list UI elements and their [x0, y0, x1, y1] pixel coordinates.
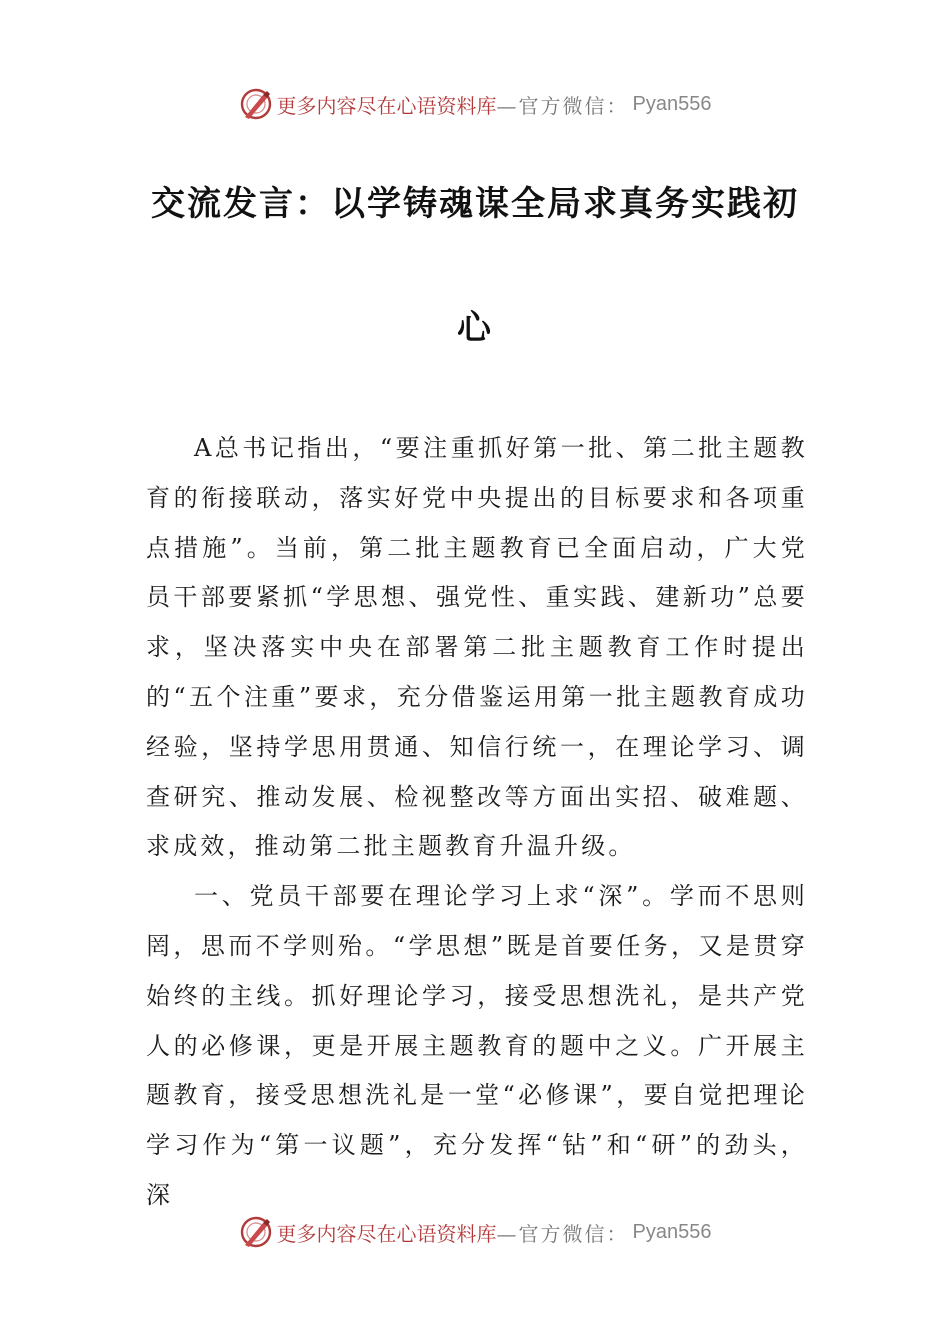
banner-wechat-label: —官方微信：: [496, 93, 629, 118]
banner-promo-text: 更多内容尽在心语资料库: [276, 1221, 497, 1246]
paragraph-intro: A总书记指出，“要注重抓好第一批、第二批主题教育的衔接联动，落实好党中央提出的目标要求和各项重点措施”。当前，第二批主题教育已全面启动，广大党员干部要紧抓“学思想、强党性、重实践、建新功”总要求，坚决落实中央在部署第二批主题教育工作时提出的“五个注重”要求，充分借鉴运用第一批主题教育成功经验，坚持学思用贯通、知信行统一，在理论学习、调查研究、推动发展、检视整改等方面出实招、破难题、求成效，推动第二批主题教育升温升级。: [146, 434, 808, 861]
document-title-line1: 交流发言：以学铸魂谋全局求真务实践初: [151, 184, 799, 224]
document-body: [146, 424, 808, 1221]
pen-logo-icon: [239, 87, 273, 121]
banner-promo-text: 更多内容尽在心语资料库: [276, 93, 497, 118]
banner-wechat-id: Pyan556: [632, 1220, 712, 1243]
document-title-line2: 心: [457, 308, 493, 348]
pen-logo-icon: [239, 1215, 273, 1249]
banner-wechat-id: Pyan556: [632, 92, 712, 115]
banner-wechat-label: —官方微信：: [496, 1221, 629, 1246]
header-banner: [0, 84, 950, 124]
paragraph-section-one: 一、党员干部要在理论学习上求“深”。学而不思则罔，思而不学则殆。“学思想”既是首要任务，又是贯穿始终的主线。抓好理论学习，接受思想洗礼，是共产党人的必修课，更是开展主题教育的题中之义。广开展主题教育，接受思想洗礼是一堂“必修课”，要自觉把理论学习作为“第一议题”，充分发挥“钻”和“研”的劲头，深: [146, 882, 808, 1209]
footer-banner: [0, 1212, 950, 1252]
